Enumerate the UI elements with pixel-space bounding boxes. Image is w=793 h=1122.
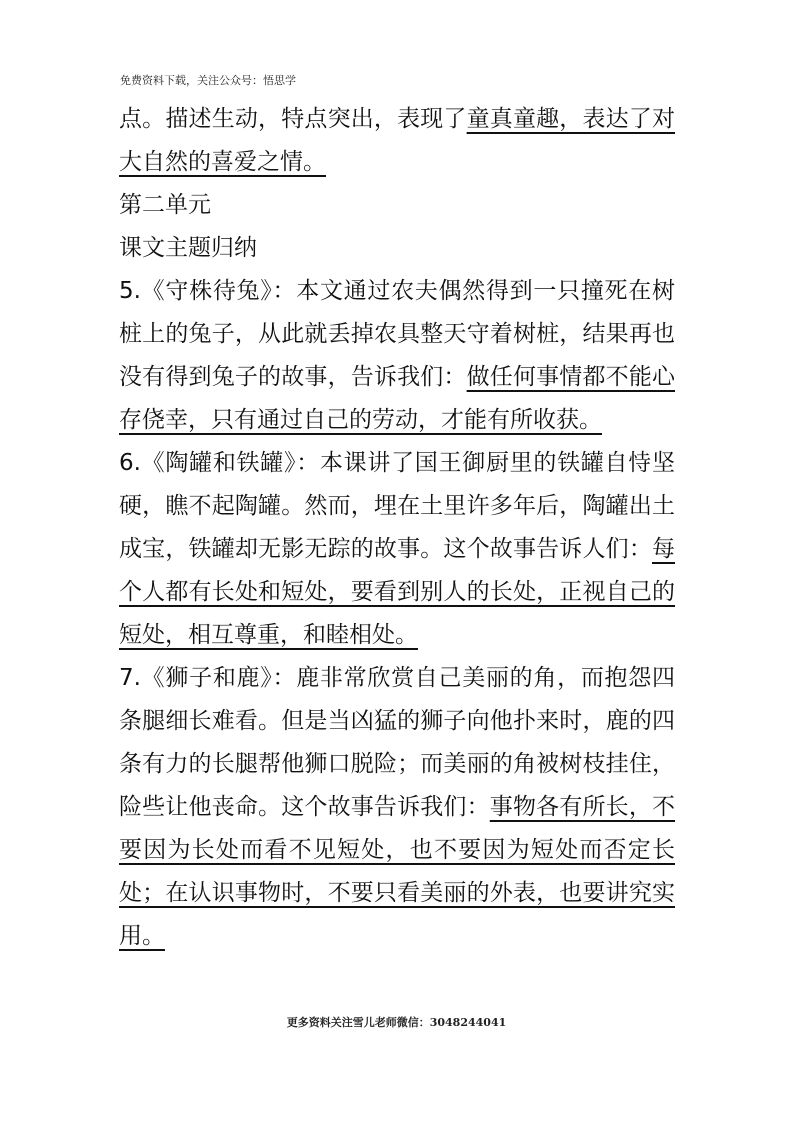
- item-moral: 做任何事情都不能心存侥幸，只有通过自己的劳动，才能有所收获。: [119, 364, 676, 433]
- item-lead: 7.《狮子和鹿》：鹿非常欣赏自己美丽的角，而抱怨四条腿细长难看。但是当凶猛的狮子向他扑来时，鹿的四条有力的长腿帮他狮口脱险；而美丽的角被树枝挂住，险些让他丧命。这个故事告诉我们：: [119, 665, 675, 820]
- continuation-underlined: 童真童趣，表达了对大自然的喜爱之情。: [119, 106, 676, 175]
- item-moral: 每个人都有长处和短处，要看到别人的长处，正视自己的短处，相互尊重，和睦相处。: [119, 536, 675, 648]
- item-lead: 6.《陶罐和铁罐》：本课讲了国王御厨里的铁罐自恃坚硬，瞧不起陶罐。然而，埋在土里许多年后，陶罐出土成宝，铁罐却无影无踪的故事。这个故事告诉人们：: [119, 450, 675, 562]
- document-body: [119, 98, 675, 958]
- header-note: 免费资料下载，关注公众号：悟思学: [120, 74, 296, 87]
- item-paragraph-7: [119, 657, 675, 958]
- item-paragraph-6: [119, 442, 675, 657]
- footer-note: 更多资料关注雪儿老师微信：3048244041: [286, 1016, 507, 1029]
- continuation-text: 点。描述生动，特点突出，表现了: [119, 106, 467, 132]
- section-title: 课文主题归纳: [119, 235, 257, 261]
- item-moral: 事物各有所长，不要因为长处而看不见短处，也不要因为短处而否定长处；在认识事物时，不要只看美丽的外表，也要讲究实用。: [119, 794, 676, 949]
- item-lead: 5.《守株待兔》：本文通过农夫偶然得到一只撞死在树桩上的兔子，从此就丢掉农具整天守着树桩，结果再也没有得到兔子的故事，告诉我们：: [119, 278, 675, 390]
- unit-title: 第二单元: [119, 192, 211, 218]
- continuation-paragraph: [119, 98, 675, 184]
- item-paragraph-5: [119, 270, 675, 442]
